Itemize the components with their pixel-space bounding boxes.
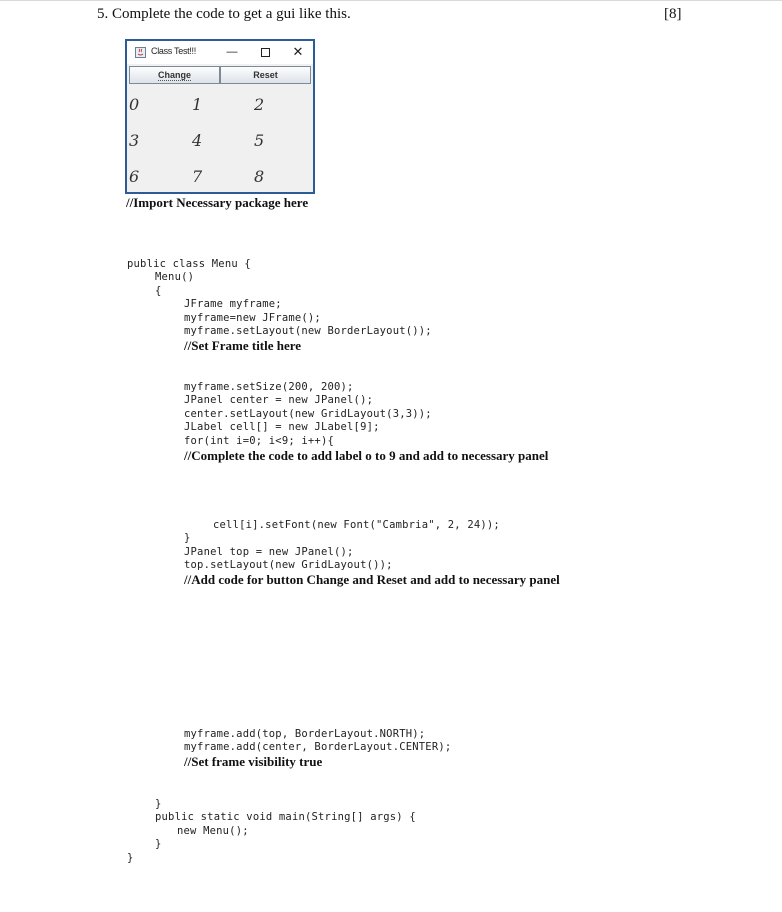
question-marks: [8] xyxy=(664,6,682,22)
grid-label: 1 xyxy=(192,95,203,114)
comment-visible: //Set frame visibility true xyxy=(184,754,323,769)
java-window-screenshot xyxy=(125,39,315,194)
top-rule xyxy=(0,0,782,1)
code-line: JPanel center = new JPanel(); xyxy=(184,394,374,406)
grid-label: 5 xyxy=(254,131,265,150)
code-line: new Menu(); xyxy=(177,825,249,837)
code-line: } xyxy=(155,798,162,810)
comment-title: //Set Frame title here xyxy=(184,338,302,353)
code-line: } xyxy=(127,852,134,864)
center-grid xyxy=(127,87,313,192)
code-line: JFrame myframe; xyxy=(184,298,282,310)
grid-label: 6 xyxy=(129,167,140,186)
reset-button[interactable] xyxy=(220,66,311,84)
comment-labels: //Complete the code to add label o to 9 and add to necessary panel xyxy=(184,448,549,463)
grid-label: 8 xyxy=(254,167,265,186)
comment-buttons: //Add code for button Change and Reset and add to necessary panel xyxy=(184,572,560,587)
window-title: Class Test!!! xyxy=(151,46,196,56)
reset-button-label: Reset xyxy=(253,70,278,80)
java-app-icon xyxy=(135,47,146,58)
comment-import: //Import Necessary package here xyxy=(126,195,309,210)
window-titlebar xyxy=(127,41,313,64)
maximize-button[interactable] xyxy=(254,43,276,61)
minimize-button[interactable] xyxy=(221,43,243,61)
grid-label: 3 xyxy=(129,131,140,150)
code-line: public static void main(String[] args) { xyxy=(155,811,416,823)
code-line: myframe=new JFrame(); xyxy=(184,312,321,324)
maximize-icon xyxy=(261,48,270,57)
top-panel xyxy=(129,66,311,85)
code-line: { xyxy=(155,285,162,297)
code-line: cell[i].setFont(new Font("Cambria", 2, 24)); xyxy=(213,519,500,531)
code-line: JPanel top = new JPanel(); xyxy=(184,546,354,558)
change-button[interactable] xyxy=(129,66,220,84)
question-text: 5. Complete the code to get a gui like this. xyxy=(97,6,351,22)
code-line: myframe.add(top, BorderLayout.NORTH); xyxy=(184,728,426,740)
grid-label: 4 xyxy=(192,131,203,150)
code-line: myframe.add(center, BorderLayout.CENTER); xyxy=(184,741,452,753)
grid-label: 2 xyxy=(254,95,265,114)
code-line: } xyxy=(184,532,191,544)
code-line: public class Menu { xyxy=(127,258,251,270)
code-line: myframe.setSize(200, 200); xyxy=(184,381,354,393)
grid-label: 0 xyxy=(129,95,140,114)
grid-label: 7 xyxy=(192,167,203,186)
close-icon: ✕ xyxy=(292,44,304,59)
code-line: for(int i=0; i<9; i++){ xyxy=(184,435,334,447)
code-line: } xyxy=(155,838,162,850)
change-button-label: Change xyxy=(157,70,191,80)
code-line: JLabel cell[] = new JLabel[9]; xyxy=(184,421,380,433)
code-line: Menu() xyxy=(155,271,195,283)
close-button[interactable] xyxy=(287,43,309,61)
code-line: top.setLayout(new GridLayout()); xyxy=(184,559,393,571)
minimize-icon: — xyxy=(226,46,238,58)
code-line: myframe.setLayout(new BorderLayout()); xyxy=(184,325,432,337)
code-line: center.setLayout(new GridLayout(3,3)); xyxy=(184,408,432,420)
